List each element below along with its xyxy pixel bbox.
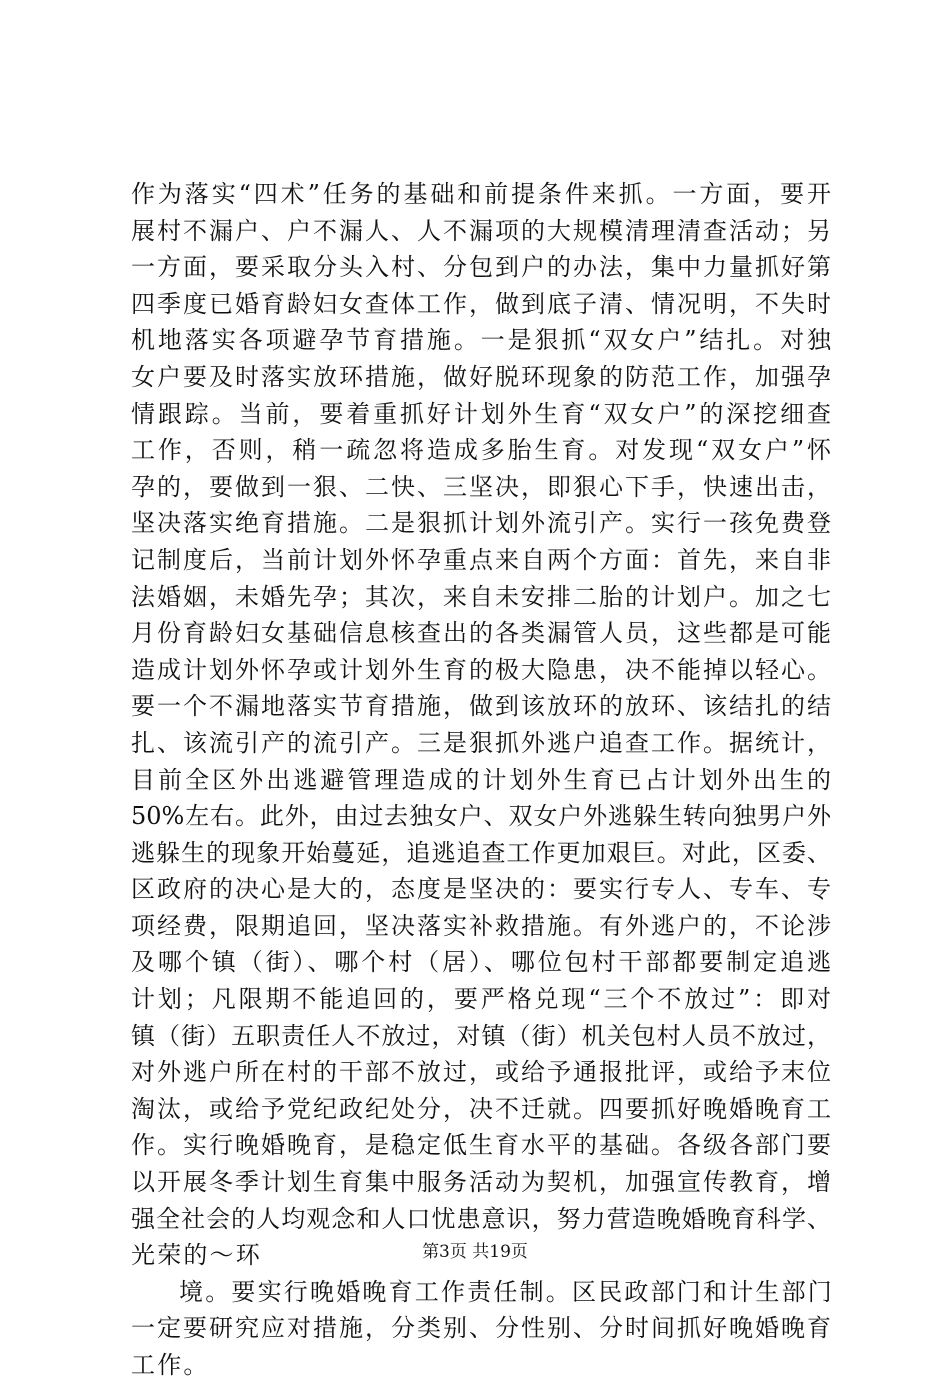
text-line: 四季度已婚育龄妇女查体工作，做到底子清、情况明，不失时 xyxy=(131,289,831,318)
text-line: 项经费，限期追回，坚决落实补救措施。有外逃户的，不论涉 xyxy=(131,911,831,940)
text-line: 区政府的决心是大的，态度是坚决的：要实行专人、专车、专 xyxy=(131,875,831,904)
text-line: 强全社会的人均观念和人口忧患意识，努力营造晚婚晚育科学、 xyxy=(131,1204,831,1233)
text-line: 情跟踪。当前，要着重抓好计划外生育“双女户”的深挖细查 xyxy=(131,399,831,428)
text-line: 光荣的～环 xyxy=(131,1241,262,1270)
text-line: 对外逃户所在村的干部不放过，或给予通报批评，或给予末位 xyxy=(131,1058,831,1087)
text-line: 逃躲生的现象开始蔓延，追逃追查工作更加艰巨。对此，区委、 xyxy=(131,838,831,867)
text-line: 造成计划外怀孕或计划外生育的极大隐患，决不能掉以轻心。 xyxy=(131,655,831,684)
text-line: 及哪个镇（街）、哪个村（居）、哪位包村干部都要制定追逃 xyxy=(131,948,831,977)
text-line: 扎、该流引产的流引产。三是狠抓外逃户追查工作。据统计， xyxy=(131,728,831,757)
text-line: 记制度后，当前计划外怀孕重点来自两个方面：首先，来自非 xyxy=(131,545,831,574)
text-line: 工作，否则，稍一疏忽将造成多胎生育。对发现“双女户”怀 xyxy=(131,436,831,465)
text-line: 女户要及时落实放环措施，做好脱环现象的防范工作，加强孕 xyxy=(131,362,831,391)
text-line: 孕的，要做到一狠、二快、三坚决，即狠心下手，快速出击， xyxy=(131,472,831,501)
text-line: 展村不漏户、户不漏人、人不漏项的大规模清理清查活动；另 xyxy=(131,216,831,245)
text-line: 作。实行晚婚晚育，是稳定低生育水平的基础。各级各部门要 xyxy=(131,1131,831,1160)
text-line: 法婚姻，未婚先孕；其次，来自未安排二胎的计划户。加之七 xyxy=(131,582,831,611)
text-line: 一方面，要采取分头入村、分包到户的办法，集中力量抓好第 xyxy=(131,253,831,282)
text-line: 工作。 xyxy=(131,1351,210,1379)
text-line: 作为落实“四术”任务的基础和前提条件来抓。一方面，要开 xyxy=(131,180,831,208)
text-line: 计划；凡限期不能追回的，要严格兑现“三个不放过”：即对 xyxy=(131,985,831,1014)
text-line: 机地落实各项避孕节育措施。一是狠抓“双女户”结扎。对独 xyxy=(131,326,831,355)
text-line: 以开展冬季计划生育集中服务活动为契机，加强宣传教育，增 xyxy=(131,1168,831,1197)
text-line: 50%左右。此外，由过去独女户、双女户外逃躲生转向独男户外 xyxy=(131,802,831,831)
text-line: 目前全区外出逃避管理造成的计划外生育已占计划外出生的 xyxy=(131,765,831,794)
text-line: 要一个不漏地落实节育措施，做到该放环的放环、该结扎的结 xyxy=(131,692,831,721)
text-line: 坚决落实绝育措施。二是狠抓计划外流引产。实行一孩免费登 xyxy=(131,509,831,538)
body-text xyxy=(131,176,834,1384)
text-line: 月份育龄妇女基础信息核查出的各类漏管人员，这些都是可能 xyxy=(131,619,831,648)
text-line: 淘汰，或给予党纪政纪处分，决不迁就。四要抓好晚婚晚育工 xyxy=(131,1094,831,1123)
text-line: 一定要研究应对措施，分类别、分性别、分时间抓好晚婚晚育 xyxy=(131,1314,831,1343)
text-line: 镇（街）五职责任人不放过，对镇（街）机关包村人员不放过， xyxy=(131,1021,831,1050)
page-number-footer: 第3页 共19页 xyxy=(422,1242,528,1262)
text-line-indented: 境。要实行晚婚晚育工作责任制。区民政部门和计生部门 xyxy=(179,1277,834,1306)
